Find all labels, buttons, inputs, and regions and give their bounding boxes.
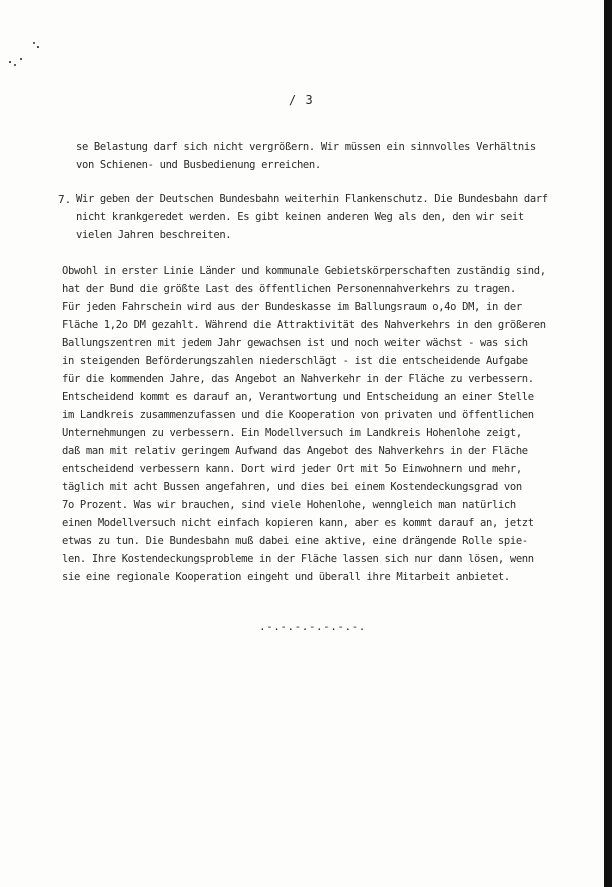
text-line: hat der Bund die größte Last des öffentlichen Personennahverkehrs zu tragen. (62, 283, 516, 295)
text-line: Entscheidend kommt es darauf an, Verantwortung und Entscheidung an einer Stelle (62, 391, 534, 403)
scan-border (604, 0, 612, 887)
text-line: von Schienen- und Busbedienung erreichen. (76, 159, 321, 171)
text-line: Unternehmungen zu verbessern. Ein Modellversuch im Landkreis Hohenlohe zeigt, (62, 427, 522, 439)
main-paragraph (62, 262, 546, 586)
text-line: nicht krankgeredet werden. Es gibt keinen anderen Weg als den, den wir seit (76, 211, 524, 223)
scan-speck (33, 42, 35, 44)
text-line: Für jeden Fahrschein wird aus der Bundeskasse im Ballungsraum o,4o DM, in der (62, 301, 522, 313)
text-line: len. Ihre Kostendeckungsprobleme in der Fläche lassen sich nur dann lösen, wenn (62, 553, 534, 565)
text-line: se Belastung darf sich nicht vergrößern. Wir müssen ein sinnvolles Verhältnis (76, 141, 536, 153)
text-line: täglich mit acht Bussen angefahren, und dies bei einem Kostendeckungsgrad von (62, 481, 522, 493)
scan-speck (9, 61, 11, 63)
text-line: in steigenden Beförderungszahlen niederschlägt - ist die entscheidende Aufgabe (62, 355, 528, 367)
text-line: entscheidend verbessern kann. Dort wird jeder Ort mit 5o Einwohnern und mehr, (62, 463, 522, 475)
end-divider: .-.-.-.-.-.-.-. (259, 620, 366, 633)
point-number: 7. (58, 193, 72, 206)
text-line: für die kommenden Jahre, das Angebot an Nahverkehr in der Fläche zu verbessern. (62, 373, 534, 385)
scan-speck (37, 46, 39, 48)
text-line: vielen Jahren beschreiten. (76, 229, 232, 241)
scan-speck (14, 64, 16, 66)
text-line: im Landkreis zusammenzufassen und die Kooperation von privaten und öffentlichen (62, 409, 534, 421)
text-line: sie eine regionale Kooperation eingeht und überall ihre Mitarbeit anbietet. (62, 571, 510, 583)
page-number: / 3 (289, 93, 314, 107)
paragraph-continuation (76, 138, 536, 174)
text-line: Ballungszentren mit jedem Jahr gewachsen ist und noch weiter wächst - was sich (62, 337, 528, 349)
text-line: Obwohl in erster Linie Länder und kommunale Gebietskörperschaften zuständig sind, (62, 265, 546, 277)
text-line: Fläche 1,2o DM gezahlt. Während die Attraktivität des Nahverkehrs in den größeren (62, 319, 546, 331)
text-line: einen Modellversuch nicht einfach kopieren kann, aber es kommt darauf an, jetzt (62, 517, 534, 529)
text-line: daß man mit relativ geringem Aufwand das Angebot des Nahverkehrs in der Fläche (62, 445, 528, 457)
scan-speck (20, 58, 22, 60)
text-line: etwas zu tun. Die Bundesbahn muß dabei eine aktive, eine drängende Rolle spie- (62, 535, 528, 547)
text-line: Wir geben der Deutschen Bundesbahn weiterhin Flankenschutz. Die Bundesbahn darf (76, 193, 548, 205)
point-7-paragraph (76, 190, 548, 244)
text-line: 7o Prozent. Was wir brauchen, sind viele Hohenlohe, wenngleich man natürlich (62, 499, 516, 511)
